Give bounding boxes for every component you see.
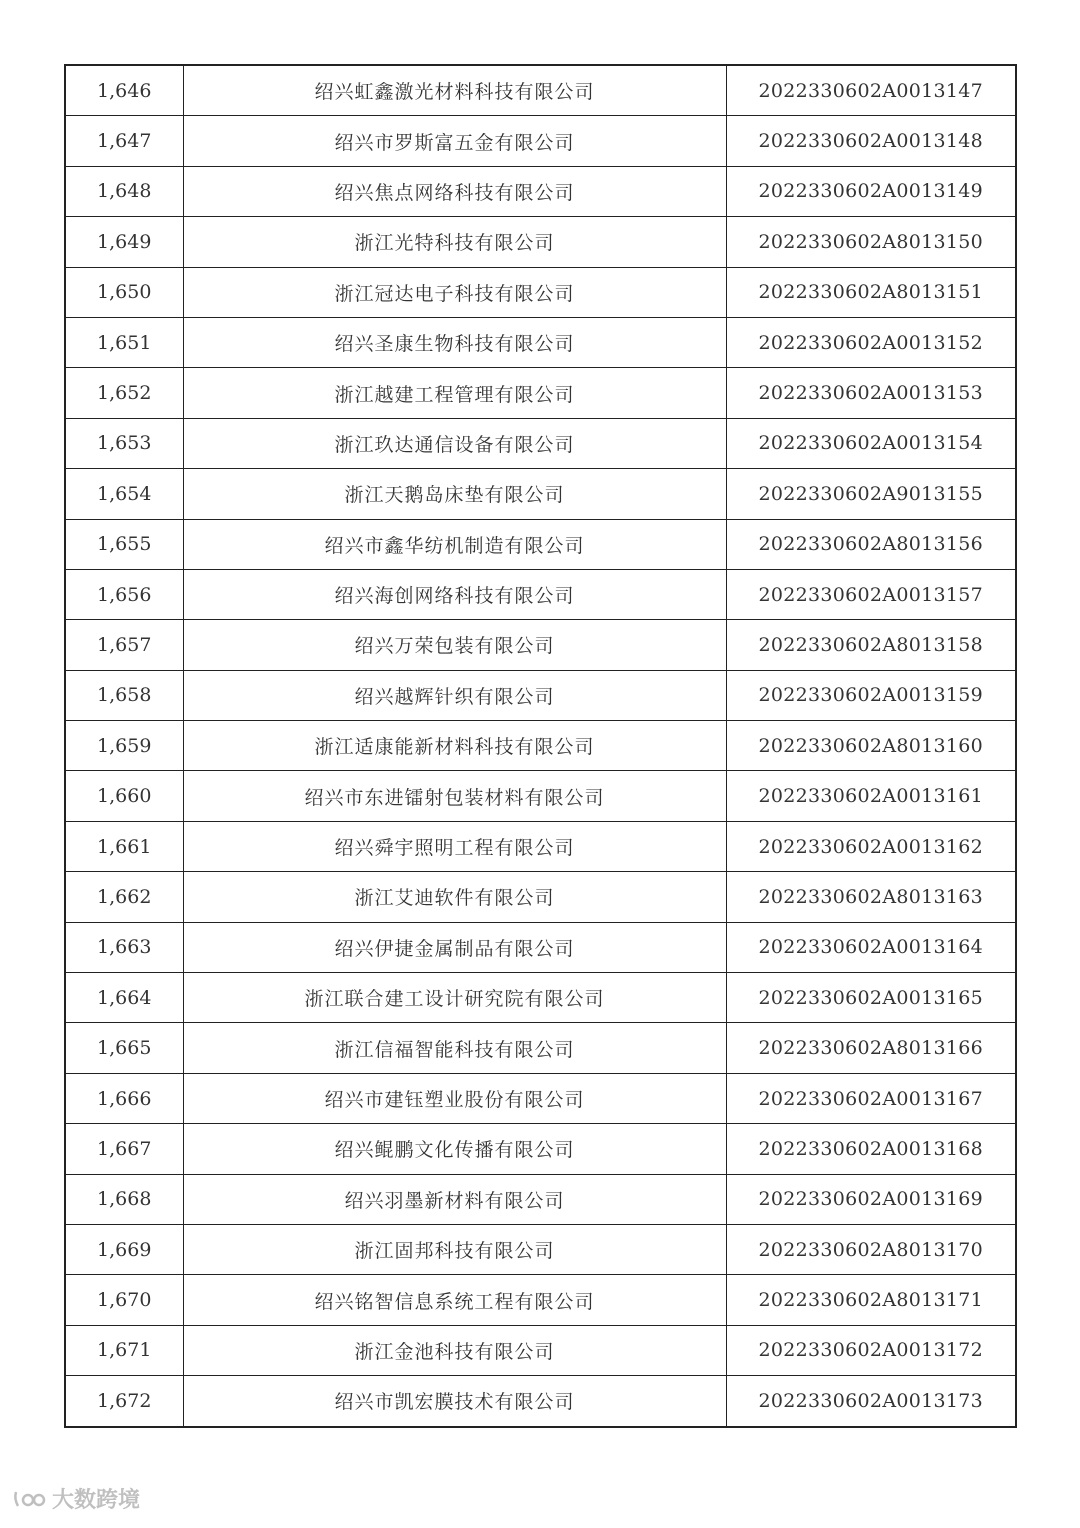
row-number-cell: 1,666 — [65, 1073, 183, 1123]
registration-code-cell: 2022330602A8013160 — [726, 721, 1016, 771]
company-name-cell: 浙江适康能新材料科技有限公司 — [183, 721, 726, 771]
company-name-cell: 浙江信福智能科技有限公司 — [183, 1023, 726, 1073]
watermark — [12, 1483, 140, 1514]
row-number-cell: 1,650 — [65, 267, 183, 317]
registration-code-cell: 2022330602A8013158 — [726, 620, 1016, 670]
table-row — [65, 569, 1016, 619]
company-name-cell: 绍兴市凯宏膜技术有限公司 — [183, 1376, 726, 1427]
table-row — [65, 821, 1016, 871]
company-name-cell: 绍兴市东进镭射包装材料有限公司 — [183, 771, 726, 821]
registration-code-cell: 2022330602A8013163 — [726, 872, 1016, 922]
company-name-cell: 浙江天鹅岛床垫有限公司 — [183, 469, 726, 519]
row-number-cell: 1,670 — [65, 1275, 183, 1325]
row-number-cell: 1,653 — [65, 418, 183, 468]
table-row — [65, 1073, 1016, 1123]
company-name-cell: 浙江玖达通信设备有限公司 — [183, 418, 726, 468]
row-number-cell: 1,655 — [65, 519, 183, 569]
company-name-cell: 绍兴舜宇照明工程有限公司 — [183, 821, 726, 871]
table-row — [65, 1124, 1016, 1174]
table-row — [65, 65, 1016, 116]
table-row — [65, 519, 1016, 569]
row-number-cell: 1,649 — [65, 217, 183, 267]
row-number-cell: 1,662 — [65, 872, 183, 922]
table-row — [65, 166, 1016, 216]
registration-code-cell: 2022330602A0013162 — [726, 821, 1016, 871]
company-name-cell: 绍兴市鑫华纺机制造有限公司 — [183, 519, 726, 569]
row-number-cell: 1,647 — [65, 116, 183, 166]
registration-code-cell: 2022330602A0013157 — [726, 569, 1016, 619]
table-row — [65, 922, 1016, 972]
registration-code-cell: 2022330602A0013165 — [726, 973, 1016, 1023]
company-name-cell: 浙江越建工程管理有限公司 — [183, 368, 726, 418]
table-row — [65, 1275, 1016, 1325]
company-name-cell: 浙江艾迪软件有限公司 — [183, 872, 726, 922]
table-row — [65, 771, 1016, 821]
company-name-cell: 浙江联合建工设计研究院有限公司 — [183, 973, 726, 1023]
registration-code-cell: 2022330602A0013167 — [726, 1073, 1016, 1123]
row-number-cell: 1,667 — [65, 1124, 183, 1174]
table-row — [65, 368, 1016, 418]
row-number-cell: 1,657 — [65, 620, 183, 670]
registration-code-cell: 2022330602A8013171 — [726, 1275, 1016, 1325]
row-number-cell: 1,648 — [65, 166, 183, 216]
row-number-cell: 1,668 — [65, 1174, 183, 1224]
company-name-cell: 绍兴市建钰塑业股份有限公司 — [183, 1073, 726, 1123]
table-row — [65, 267, 1016, 317]
registration-code-cell: 2022330602A0013161 — [726, 771, 1016, 821]
company-list-table — [64, 64, 1017, 1428]
registration-code-cell: 2022330602A0013147 — [726, 65, 1016, 116]
row-number-cell: 1,671 — [65, 1325, 183, 1375]
table-row — [65, 469, 1016, 519]
company-name-cell: 绍兴铭智信息系统工程有限公司 — [183, 1275, 726, 1325]
company-name-cell: 浙江金池科技有限公司 — [183, 1325, 726, 1375]
table-row — [65, 1174, 1016, 1224]
company-name-cell: 绍兴鲲鹏文化传播有限公司 — [183, 1124, 726, 1174]
row-number-cell: 1,659 — [65, 721, 183, 771]
registration-code-cell: 2022330602A8013150 — [726, 217, 1016, 267]
registration-code-cell: 2022330602A0013153 — [726, 368, 1016, 418]
registration-code-cell: 2022330602A8013151 — [726, 267, 1016, 317]
registration-code-cell: 2022330602A0013164 — [726, 922, 1016, 972]
row-number-cell: 1,663 — [65, 922, 183, 972]
company-name-cell: 绍兴焦点网络科技有限公司 — [183, 166, 726, 216]
table-row — [65, 670, 1016, 720]
company-name-cell: 绍兴海创网络科技有限公司 — [183, 569, 726, 619]
table-body — [65, 65, 1016, 1427]
table-row — [65, 973, 1016, 1023]
registration-code-cell: 2022330602A8013166 — [726, 1023, 1016, 1073]
company-name-cell: 绍兴伊捷金属制品有限公司 — [183, 922, 726, 972]
table-row — [65, 317, 1016, 367]
registration-code-cell: 2022330602A0013159 — [726, 670, 1016, 720]
row-number-cell: 1,664 — [65, 973, 183, 1023]
company-name-cell: 绍兴圣康生物科技有限公司 — [183, 317, 726, 367]
table-row — [65, 1325, 1016, 1375]
row-number-cell: 1,654 — [65, 469, 183, 519]
table-row — [65, 1376, 1016, 1427]
registration-code-cell: 2022330602A0013152 — [726, 317, 1016, 367]
registration-code-cell: 2022330602A0013169 — [726, 1174, 1016, 1224]
row-number-cell: 1,672 — [65, 1376, 183, 1427]
table-row — [65, 620, 1016, 670]
row-number-cell: 1,669 — [65, 1224, 183, 1274]
company-name-cell: 绍兴虹鑫激光材料科技有限公司 — [183, 65, 726, 116]
watermark-text: 大数跨境 — [52, 1488, 141, 1513]
company-name-cell: 浙江光特科技有限公司 — [183, 217, 726, 267]
table-row — [65, 418, 1016, 468]
company-name-cell: 绍兴万荣包装有限公司 — [183, 620, 726, 670]
company-name-cell: 浙江冠达电子科技有限公司 — [183, 267, 726, 317]
table-row — [65, 721, 1016, 771]
company-name-cell: 绍兴越辉针织有限公司 — [183, 670, 726, 720]
registration-code-cell: 2022330602A8013170 — [726, 1224, 1016, 1274]
registration-code-cell: 2022330602A8013156 — [726, 519, 1016, 569]
row-number-cell: 1,660 — [65, 771, 183, 821]
row-number-cell: 1,658 — [65, 670, 183, 720]
registration-code-cell: 2022330602A0013148 — [726, 116, 1016, 166]
row-number-cell: 1,656 — [65, 569, 183, 619]
registration-code-cell: 2022330602A9013155 — [726, 469, 1016, 519]
table-row — [65, 217, 1016, 267]
table-row — [65, 872, 1016, 922]
table-row — [65, 1224, 1016, 1274]
registration-code-cell: 2022330602A0013173 — [726, 1376, 1016, 1427]
row-number-cell: 1,665 — [65, 1023, 183, 1073]
company-name-cell: 浙江固邦科技有限公司 — [183, 1224, 726, 1274]
table-row — [65, 1023, 1016, 1073]
table-row — [65, 116, 1016, 166]
registration-code-cell: 2022330602A0013168 — [726, 1124, 1016, 1174]
registration-code-cell: 2022330602A0013149 — [726, 166, 1016, 216]
registration-code-cell: 2022330602A0013154 — [726, 418, 1016, 468]
row-number-cell: 1,661 — [65, 821, 183, 871]
row-number-cell: 1,652 — [65, 368, 183, 418]
company-name-cell: 绍兴羽墨新材料有限公司 — [183, 1174, 726, 1224]
row-number-cell: 1,646 — [65, 65, 183, 116]
watermark-logo-icon — [12, 1488, 46, 1510]
company-name-cell: 绍兴市罗斯富五金有限公司 — [183, 116, 726, 166]
registration-code-cell: 2022330602A0013172 — [726, 1325, 1016, 1375]
row-number-cell: 1,651 — [65, 317, 183, 367]
